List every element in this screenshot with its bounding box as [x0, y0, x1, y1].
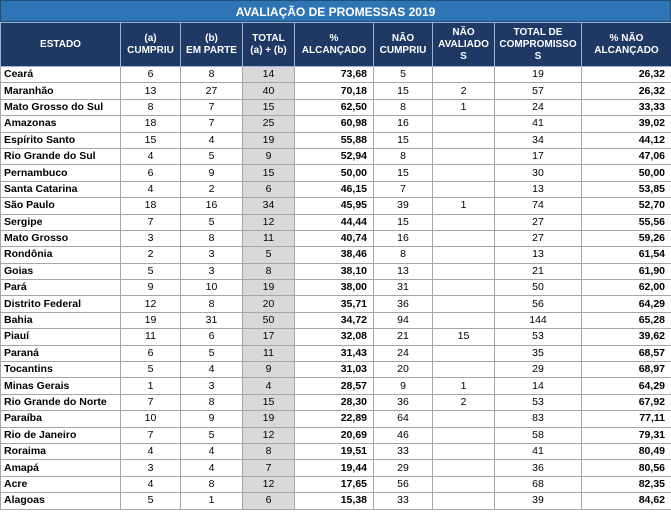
cell-total: 6 — [243, 181, 295, 197]
cell-pct-alcancado: 70,18 — [295, 83, 374, 99]
cell-total-compromissos: 41 — [495, 116, 582, 132]
cell-cumpriu: 7 — [121, 394, 181, 410]
cell-em-parte: 8 — [181, 296, 243, 312]
cell-pct-alcancado: 38,46 — [295, 247, 374, 263]
cell-cumpriu: 11 — [121, 329, 181, 345]
cell-total-compromissos: 36 — [495, 460, 582, 476]
table-row — [1, 247, 671, 263]
cell-estado: Santa Catarina — [1, 181, 121, 197]
cell-estado: Minas Gerais — [1, 378, 121, 394]
cell-nao-cumpriu: 15 — [374, 214, 433, 230]
cell-pct-nao-alcancado: 55,56 — [582, 214, 671, 230]
cell-estado: Rio de Janeiro — [1, 427, 121, 443]
cell-nao-cumpriu: 15 — [374, 132, 433, 148]
cell-em-parte: 31 — [181, 312, 243, 328]
cell-total-compromissos: 34 — [495, 132, 582, 148]
cell-total-compromissos: 13 — [495, 247, 582, 263]
cell-total-compromissos: 14 — [495, 378, 582, 394]
column-header-pct-alcancado: % ALCANÇADO — [295, 23, 374, 67]
cell-pct-nao-alcancado: 64,29 — [582, 296, 671, 312]
table-row — [1, 280, 671, 296]
cell-nao-avaliados — [433, 296, 495, 312]
table-row — [1, 476, 671, 492]
cell-em-parte: 3 — [181, 247, 243, 263]
column-header-nao-avaliados: NÃO AVALIADO S — [433, 23, 495, 67]
cell-nao-cumpriu: 29 — [374, 460, 433, 476]
cell-total-compromissos: 53 — [495, 329, 582, 345]
cell-pct-nao-alcancado: 68,57 — [582, 345, 671, 361]
table-row — [1, 411, 671, 427]
cell-nao-avaliados — [433, 493, 495, 509]
cell-total: 4 — [243, 378, 295, 394]
cell-nao-avaliados — [433, 312, 495, 328]
cell-total: 34 — [243, 198, 295, 214]
cell-pct-alcancado: 45,95 — [295, 198, 374, 214]
cell-total-compromissos: 53 — [495, 394, 582, 410]
cell-em-parte: 5 — [181, 148, 243, 164]
table-row — [1, 198, 671, 214]
cell-nao-avaliados: 15 — [433, 329, 495, 345]
table-row — [1, 181, 671, 197]
cell-pct-nao-alcancado: 62,00 — [582, 280, 671, 296]
cell-cumpriu: 18 — [121, 198, 181, 214]
cell-pct-alcancado: 19,51 — [295, 443, 374, 459]
cell-estado: Sergipe — [1, 214, 121, 230]
cell-total: 15 — [243, 99, 295, 115]
cell-em-parte: 2 — [181, 181, 243, 197]
cell-nao-avaliados — [433, 362, 495, 378]
cell-estado: Tocantins — [1, 362, 121, 378]
cell-nao-cumpriu: 8 — [374, 148, 433, 164]
cell-total-compromissos: 68 — [495, 476, 582, 492]
cell-nao-cumpriu: 16 — [374, 230, 433, 246]
cell-pct-nao-alcancado: 59,26 — [582, 230, 671, 246]
cell-pct-alcancado: 55,88 — [295, 132, 374, 148]
cell-cumpriu: 19 — [121, 312, 181, 328]
column-header-pct-nao-alcancado: % NÃO ALCANÇADO — [582, 23, 671, 67]
table-row — [1, 493, 671, 509]
cell-estado: Mato Grosso — [1, 230, 121, 246]
cell-nao-avaliados: 1 — [433, 198, 495, 214]
cell-cumpriu: 18 — [121, 116, 181, 132]
cell-pct-alcancado: 46,15 — [295, 181, 374, 197]
cell-estado: Rio Grande do Sul — [1, 148, 121, 164]
cell-cumpriu: 6 — [121, 345, 181, 361]
cell-em-parte: 8 — [181, 394, 243, 410]
table-row — [1, 165, 671, 181]
cell-total: 25 — [243, 116, 295, 132]
cell-em-parte: 4 — [181, 132, 243, 148]
cell-nao-avaliados — [433, 165, 495, 181]
table-row — [1, 83, 671, 99]
cell-estado: Bahia — [1, 312, 121, 328]
cell-total: 8 — [243, 263, 295, 279]
cell-estado: Roraima — [1, 443, 121, 459]
cell-cumpriu: 4 — [121, 443, 181, 459]
cell-pct-nao-alcancado: 52,70 — [582, 198, 671, 214]
cell-cumpriu: 4 — [121, 148, 181, 164]
table-row — [1, 312, 671, 328]
cell-estado: Amapá — [1, 460, 121, 476]
cell-total-compromissos: 83 — [495, 411, 582, 427]
cell-nao-cumpriu: 5 — [374, 67, 433, 83]
cell-pct-alcancado: 40,74 — [295, 230, 374, 246]
cell-pct-nao-alcancado: 44,12 — [582, 132, 671, 148]
cell-total: 11 — [243, 345, 295, 361]
cell-nao-avaliados — [433, 230, 495, 246]
cell-total: 20 — [243, 296, 295, 312]
cell-nao-avaliados — [433, 214, 495, 230]
cell-estado: Espírito Santo — [1, 132, 121, 148]
cell-cumpriu: 3 — [121, 230, 181, 246]
cell-estado: Pernambuco — [1, 165, 121, 181]
cell-total-compromissos: 57 — [495, 83, 582, 99]
cell-nao-cumpriu: 15 — [374, 83, 433, 99]
cell-total: 9 — [243, 148, 295, 164]
cell-em-parte: 5 — [181, 345, 243, 361]
cell-nao-avaliados — [433, 460, 495, 476]
cell-nao-avaliados — [433, 132, 495, 148]
cell-nao-cumpriu: 8 — [374, 99, 433, 115]
cell-pct-alcancado: 17,65 — [295, 476, 374, 492]
cell-pct-nao-alcancado: 79,31 — [582, 427, 671, 443]
cell-cumpriu: 15 — [121, 132, 181, 148]
cell-nao-cumpriu: 24 — [374, 345, 433, 361]
cell-estado: Alagoas — [1, 493, 121, 509]
cell-pct-nao-alcancado: 80,49 — [582, 443, 671, 459]
cell-em-parte: 4 — [181, 460, 243, 476]
table-row — [1, 230, 671, 246]
cell-cumpriu: 6 — [121, 165, 181, 181]
column-header-em-parte: (b) EM PARTE — [181, 23, 243, 67]
cell-nao-cumpriu: 7 — [374, 181, 433, 197]
cell-cumpriu: 12 — [121, 296, 181, 312]
table-row — [1, 345, 671, 361]
cell-pct-alcancado: 62,50 — [295, 99, 374, 115]
table-row — [1, 378, 671, 394]
table-row — [1, 132, 671, 148]
cell-estado: Piauí — [1, 329, 121, 345]
cell-pct-alcancado: 73,68 — [295, 67, 374, 83]
table-title: AVALIAÇÃO DE PROMESSAS 2019 — [0, 0, 671, 22]
cell-estado: Mato Grosso do Sul — [1, 99, 121, 115]
column-header-total-compromissos: TOTAL DE COMPROMISSO S — [495, 23, 582, 67]
cell-pct-alcancado: 20,69 — [295, 427, 374, 443]
column-header-cumpriu: (a) CUMPRIU — [121, 23, 181, 67]
table-row — [1, 394, 671, 410]
cell-total-compromissos: 27 — [495, 230, 582, 246]
cell-pct-nao-alcancado: 82,35 — [582, 476, 671, 492]
cell-total-compromissos: 74 — [495, 198, 582, 214]
cell-pct-alcancado: 32,08 — [295, 329, 374, 345]
cell-nao-avaliados — [433, 181, 495, 197]
table-row — [1, 460, 671, 476]
cell-em-parte: 9 — [181, 411, 243, 427]
cell-cumpriu: 4 — [121, 476, 181, 492]
cell-pct-alcancado: 38,10 — [295, 263, 374, 279]
cell-nao-avaliados — [433, 411, 495, 427]
cell-estado: Paraíba — [1, 411, 121, 427]
cell-total: 40 — [243, 83, 295, 99]
cell-pct-nao-alcancado: 39,02 — [582, 116, 671, 132]
cell-estado: Maranhão — [1, 83, 121, 99]
cell-cumpriu: 6 — [121, 67, 181, 83]
cell-pct-alcancado: 50,00 — [295, 165, 374, 181]
cell-cumpriu: 7 — [121, 214, 181, 230]
cell-pct-nao-alcancado: 53,85 — [582, 181, 671, 197]
cell-nao-avaliados — [433, 263, 495, 279]
cell-cumpriu: 3 — [121, 460, 181, 476]
cell-em-parte: 3 — [181, 263, 243, 279]
column-header-estado: ESTADO — [1, 23, 121, 67]
cell-total-compromissos: 29 — [495, 362, 582, 378]
cell-estado: Rondônia — [1, 247, 121, 263]
cell-pct-alcancado: 28,30 — [295, 394, 374, 410]
cell-estado: Amazonas — [1, 116, 121, 132]
cell-total: 50 — [243, 312, 295, 328]
cell-pct-alcancado: 35,71 — [295, 296, 374, 312]
cell-total: 7 — [243, 460, 295, 476]
cell-pct-alcancado: 34,72 — [295, 312, 374, 328]
table-row — [1, 443, 671, 459]
cell-total: 19 — [243, 132, 295, 148]
cell-em-parte: 6 — [181, 329, 243, 345]
cell-pct-alcancado: 31,43 — [295, 345, 374, 361]
cell-pct-alcancado: 22,89 — [295, 411, 374, 427]
cell-pct-nao-alcancado: 65,28 — [582, 312, 671, 328]
cell-nao-avaliados — [433, 148, 495, 164]
cell-total-compromissos: 144 — [495, 312, 582, 328]
cell-pct-nao-alcancado: 50,00 — [582, 165, 671, 181]
cell-pct-nao-alcancado: 64,29 — [582, 378, 671, 394]
cell-pct-alcancado: 31,03 — [295, 362, 374, 378]
cell-cumpriu: 8 — [121, 99, 181, 115]
cell-pct-alcancado: 52,94 — [295, 148, 374, 164]
cell-nao-cumpriu: 33 — [374, 493, 433, 509]
cell-em-parte: 4 — [181, 443, 243, 459]
cell-nao-cumpriu: 64 — [374, 411, 433, 427]
cell-em-parte: 5 — [181, 214, 243, 230]
cell-pct-alcancado: 19,44 — [295, 460, 374, 476]
cell-total: 11 — [243, 230, 295, 246]
cell-em-parte: 9 — [181, 165, 243, 181]
cell-total-compromissos: 39 — [495, 493, 582, 509]
cell-total: 15 — [243, 394, 295, 410]
cell-total: 12 — [243, 476, 295, 492]
promises-table — [0, 22, 671, 510]
cell-total: 5 — [243, 247, 295, 263]
cell-nao-avaliados — [433, 345, 495, 361]
cell-em-parte: 27 — [181, 83, 243, 99]
cell-total: 19 — [243, 280, 295, 296]
cell-nao-cumpriu: 20 — [374, 362, 433, 378]
cell-nao-cumpriu: 56 — [374, 476, 433, 492]
cell-pct-nao-alcancado: 61,54 — [582, 247, 671, 263]
cell-nao-cumpriu: 15 — [374, 165, 433, 181]
cell-total-compromissos: 35 — [495, 345, 582, 361]
cell-pct-nao-alcancado: 68,97 — [582, 362, 671, 378]
cell-em-parte: 16 — [181, 198, 243, 214]
cell-total-compromissos: 58 — [495, 427, 582, 443]
cell-pct-nao-alcancado: 47,06 — [582, 148, 671, 164]
cell-nao-avaliados — [433, 443, 495, 459]
cell-total-compromissos: 30 — [495, 165, 582, 181]
cell-em-parte: 10 — [181, 280, 243, 296]
cell-pct-nao-alcancado: 26,32 — [582, 83, 671, 99]
cell-total-compromissos: 27 — [495, 214, 582, 230]
cell-nao-cumpriu: 36 — [374, 296, 433, 312]
cell-total: 6 — [243, 493, 295, 509]
table-row — [1, 214, 671, 230]
cell-em-parte: 8 — [181, 476, 243, 492]
table-row — [1, 263, 671, 279]
cell-pct-nao-alcancado: 61,90 — [582, 263, 671, 279]
cell-total-compromissos: 41 — [495, 443, 582, 459]
cell-cumpriu: 5 — [121, 362, 181, 378]
table-row — [1, 99, 671, 115]
cell-cumpriu: 4 — [121, 181, 181, 197]
table-row — [1, 362, 671, 378]
cell-cumpriu: 5 — [121, 263, 181, 279]
cell-nao-cumpriu: 46 — [374, 427, 433, 443]
table-row — [1, 116, 671, 132]
cell-pct-alcancado: 44,44 — [295, 214, 374, 230]
cell-nao-avaliados: 1 — [433, 378, 495, 394]
cell-em-parte: 4 — [181, 362, 243, 378]
cell-estado: Paraná — [1, 345, 121, 361]
cell-nao-avaliados — [433, 427, 495, 443]
cell-nao-cumpriu: 16 — [374, 116, 433, 132]
column-header-total: TOTAL (a) + (b) — [243, 23, 295, 67]
cell-pct-nao-alcancado: 33,33 — [582, 99, 671, 115]
table-row — [1, 329, 671, 345]
cell-total: 15 — [243, 165, 295, 181]
cell-estado: Rio Grande do Norte — [1, 394, 121, 410]
cell-total-compromissos: 17 — [495, 148, 582, 164]
cell-nao-avaliados: 2 — [433, 83, 495, 99]
cell-pct-alcancado: 28,57 — [295, 378, 374, 394]
cell-total-compromissos: 24 — [495, 99, 582, 115]
cell-estado: Goias — [1, 263, 121, 279]
cell-total: 8 — [243, 443, 295, 459]
cell-em-parte: 8 — [181, 67, 243, 83]
table-header-row — [1, 23, 671, 67]
cell-nao-avaliados — [433, 476, 495, 492]
table-row — [1, 296, 671, 312]
cell-nao-cumpriu: 31 — [374, 280, 433, 296]
cell-estado: Pará — [1, 280, 121, 296]
cell-nao-avaliados: 1 — [433, 99, 495, 115]
cell-nao-cumpriu: 8 — [374, 247, 433, 263]
cell-total-compromissos: 21 — [495, 263, 582, 279]
cell-em-parte: 1 — [181, 493, 243, 509]
cell-pct-alcancado: 38,00 — [295, 280, 374, 296]
cell-pct-alcancado: 15,38 — [295, 493, 374, 509]
cell-em-parte: 3 — [181, 378, 243, 394]
column-header-nao-cumpriu: NÃO CUMPRIU — [374, 23, 433, 67]
cell-total-compromissos: 56 — [495, 296, 582, 312]
cell-cumpriu: 5 — [121, 493, 181, 509]
cell-cumpriu: 13 — [121, 83, 181, 99]
cell-nao-avaliados — [433, 67, 495, 83]
cell-nao-cumpriu: 21 — [374, 329, 433, 345]
cell-nao-avaliados — [433, 247, 495, 263]
cell-total: 9 — [243, 362, 295, 378]
cell-em-parte: 8 — [181, 230, 243, 246]
cell-estado: Distrito Federal — [1, 296, 121, 312]
cell-total: 12 — [243, 427, 295, 443]
cell-cumpriu: 7 — [121, 427, 181, 443]
cell-nao-cumpriu: 36 — [374, 394, 433, 410]
cell-estado: São Paulo — [1, 198, 121, 214]
cell-nao-cumpriu: 9 — [374, 378, 433, 394]
cell-total-compromissos: 13 — [495, 181, 582, 197]
cell-pct-nao-alcancado: 67,92 — [582, 394, 671, 410]
table-body — [1, 67, 671, 510]
cell-total: 17 — [243, 329, 295, 345]
cell-total-compromissos: 50 — [495, 280, 582, 296]
cell-total: 12 — [243, 214, 295, 230]
cell-em-parte: 7 — [181, 116, 243, 132]
cell-nao-cumpriu: 13 — [374, 263, 433, 279]
cell-nao-avaliados — [433, 280, 495, 296]
cell-nao-cumpriu: 33 — [374, 443, 433, 459]
cell-em-parte: 7 — [181, 99, 243, 115]
cell-cumpriu: 1 — [121, 378, 181, 394]
cell-pct-nao-alcancado: 26,32 — [582, 67, 671, 83]
cell-estado: Acre — [1, 476, 121, 492]
cell-pct-nao-alcancado: 80,56 — [582, 460, 671, 476]
table-row — [1, 427, 671, 443]
cell-pct-alcancado: 60,98 — [295, 116, 374, 132]
cell-nao-avaliados — [433, 116, 495, 132]
table-row — [1, 67, 671, 83]
cell-pct-nao-alcancado: 39,62 — [582, 329, 671, 345]
cell-total-compromissos: 19 — [495, 67, 582, 83]
cell-cumpriu: 2 — [121, 247, 181, 263]
cell-nao-cumpriu: 39 — [374, 198, 433, 214]
cell-pct-nao-alcancado: 84,62 — [582, 493, 671, 509]
cell-estado: Ceará — [1, 67, 121, 83]
cell-nao-cumpriu: 94 — [374, 312, 433, 328]
cell-cumpriu: 10 — [121, 411, 181, 427]
cell-nao-avaliados: 2 — [433, 394, 495, 410]
cell-total: 14 — [243, 67, 295, 83]
cell-pct-nao-alcancado: 77,11 — [582, 411, 671, 427]
cell-total: 19 — [243, 411, 295, 427]
table-row — [1, 148, 671, 164]
cell-cumpriu: 9 — [121, 280, 181, 296]
cell-em-parte: 5 — [181, 427, 243, 443]
